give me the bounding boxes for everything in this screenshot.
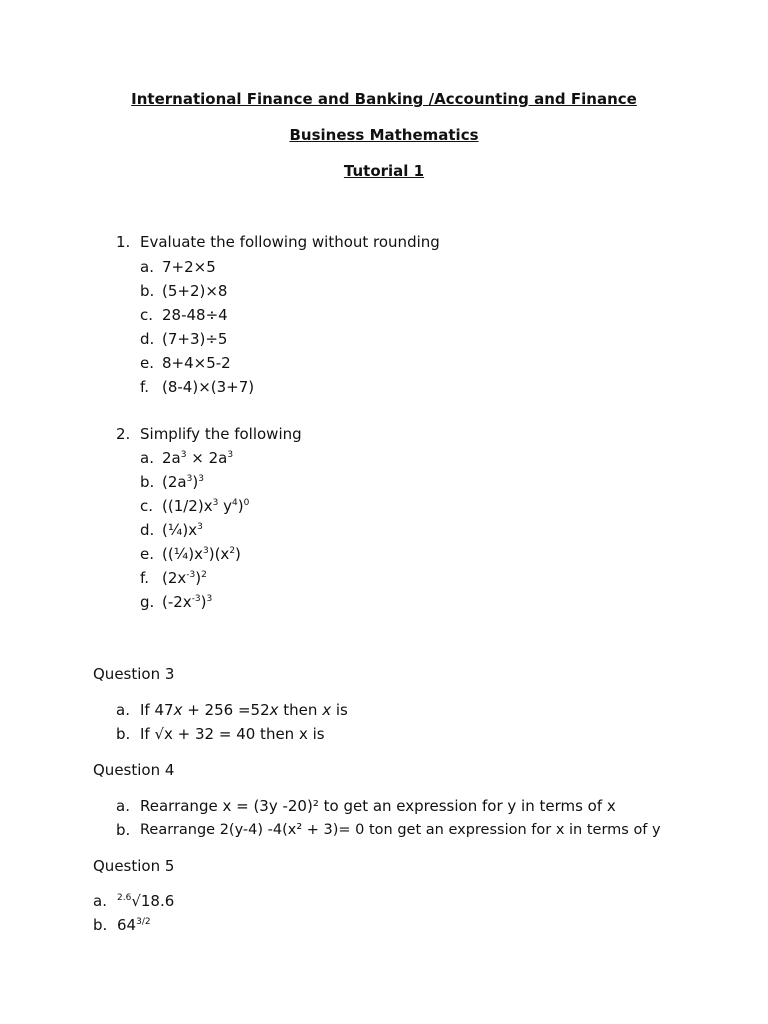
item-expression: $((\frac{1}{4})x^3)(x^2)$ <box>162 545 241 563</box>
item-expression: $(2x^{-3})^2$ <box>162 569 207 587</box>
q2-item-f <box>140 569 207 587</box>
item-expression: ($(1/2)x^3$ $y^4)^0$ <box>162 497 250 515</box>
question-3-title: Question 3 <box>93 665 175 683</box>
item-expression: $64^{3/2}$ <box>117 916 151 934</box>
item-label: b. <box>116 821 131 839</box>
question-4-title: Question 4 <box>93 761 175 779</box>
item-label: c. <box>140 306 154 324</box>
question-1-text: Evaluate the following without rounding <box>140 233 440 251</box>
q5-item-b <box>93 916 151 934</box>
item-label: b. <box>140 282 155 300</box>
q4-item-b <box>116 821 661 839</box>
item-expression: $(2a^3)^3$ <box>162 473 204 491</box>
item-expression: $^{2.6}$√18.6 <box>117 892 175 910</box>
q5-item-a <box>93 892 175 910</box>
item-label: a. <box>93 892 107 910</box>
item-text: (7+3)÷5 <box>162 330 228 348</box>
program-title: International Finance and Banking /Accounting and Finance <box>131 90 637 108</box>
item-label: f. <box>140 378 149 396</box>
item-label: e. <box>140 354 154 372</box>
item-text: (5+2)×8 <box>162 282 228 300</box>
item-text: 8+4×5-2 <box>162 354 231 372</box>
item-label: d. <box>140 330 155 348</box>
q1-item-c <box>140 306 228 324</box>
item-label: a. <box>140 258 154 276</box>
item-label: b. <box>140 473 155 491</box>
q1-item-b <box>140 282 228 300</box>
item-text: Rearrange x = (3y -20)² to get an expression for y in terms of x <box>140 797 616 815</box>
q2-item-a <box>140 449 234 467</box>
question-2-text: Simplify the following <box>140 425 302 443</box>
item-expression: $2a^3 \times 2a^3$ <box>162 449 234 467</box>
q3-item-b <box>116 725 325 743</box>
q4-item-a <box>116 797 616 815</box>
item-text: If √x + 32 = 40 then x is <box>140 725 325 743</box>
item-label: a. <box>140 449 154 467</box>
item-expression: $(\frac{1}{4})x^3$ <box>162 521 203 539</box>
q2-item-g <box>140 593 213 611</box>
item-label: d. <box>140 521 155 539</box>
q2-item-d <box>140 521 203 539</box>
item-label: f. <box>140 569 149 587</box>
q2-item-c <box>140 497 250 515</box>
question-2 <box>116 425 302 443</box>
item-label: a. <box>116 797 130 815</box>
item-label: a. <box>116 701 130 719</box>
item-label: g. <box>140 593 155 611</box>
q1-item-a <box>140 258 216 276</box>
module-title: Business Mathematics <box>289 126 479 144</box>
item-label: c. <box>140 497 154 515</box>
item-text: 28-48÷4 <box>162 306 228 324</box>
item-label: b. <box>93 916 108 934</box>
item-label: b. <box>116 725 131 743</box>
question-2-number: 2. <box>116 425 131 443</box>
item-text: 7+2×5 <box>162 258 216 276</box>
q3-item-a <box>116 701 348 719</box>
item-text: (8-4)×(3+7) <box>162 378 255 396</box>
q1-item-e <box>140 354 231 372</box>
question-1 <box>116 233 440 251</box>
item-expression: $(-2x^{-3})^3$ <box>162 593 213 611</box>
item-text: Rearrange 2(y-4) -4(x² + 3)= 0 ton get an expression for x in terms of y <box>140 822 661 838</box>
question-1-number: 1. <box>116 233 131 251</box>
tutorial-title: Tutorial 1 <box>343 162 425 180</box>
item-label: e. <box>140 545 154 563</box>
q1-item-d <box>140 330 228 348</box>
q2-item-e <box>140 545 241 563</box>
question-5-title: Question 5 <box>93 857 175 875</box>
q2-item-b <box>140 473 204 491</box>
item-text: If 47x + 256 =52x then x is <box>140 701 348 719</box>
q1-item-f <box>140 378 255 396</box>
